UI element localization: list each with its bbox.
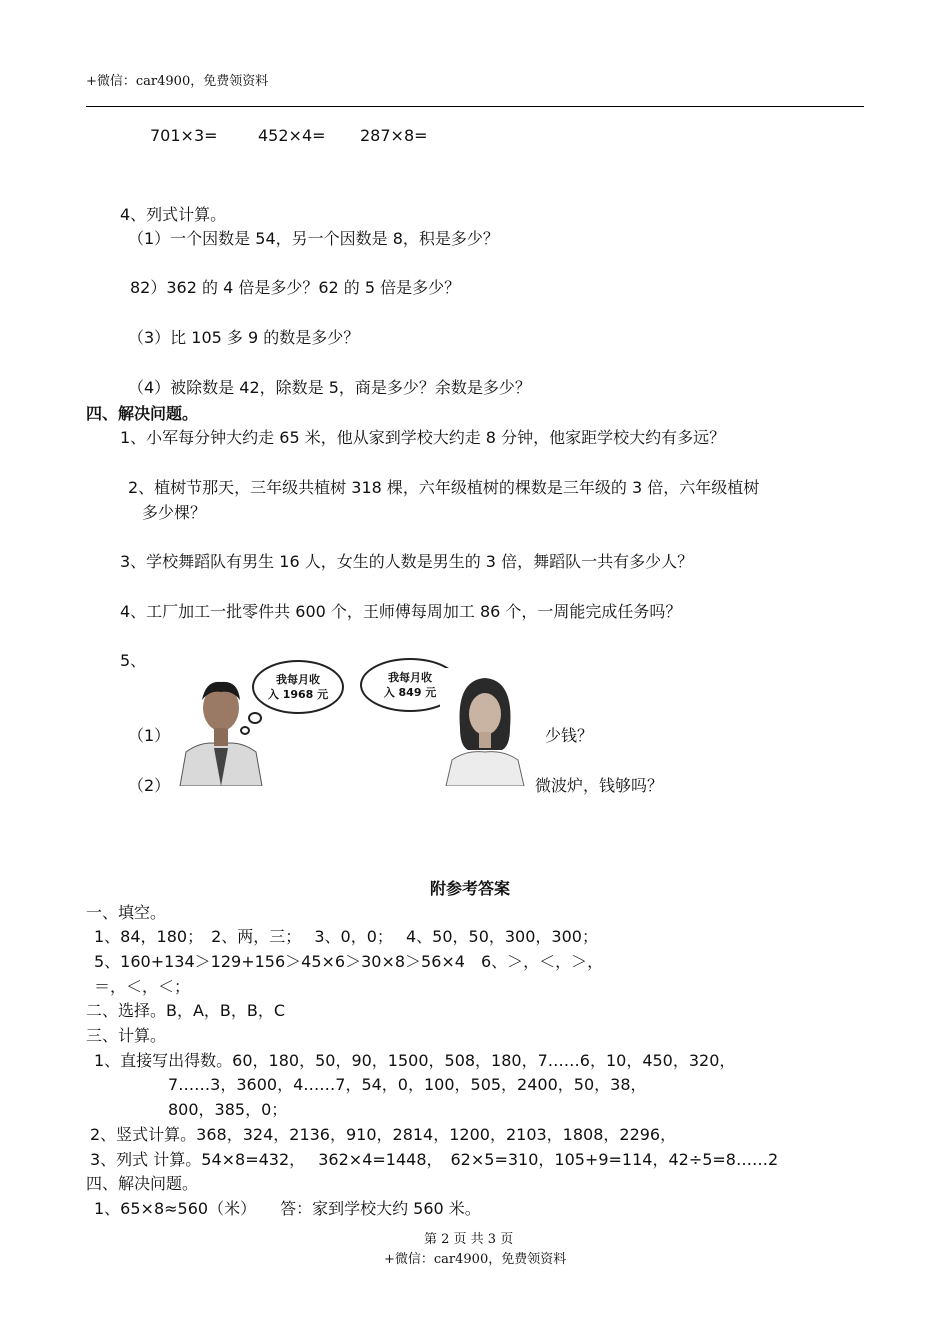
woman-bubble-line2: 入 849 元 [383,686,437,699]
answers-line-3: 5、160+134＞129+156＞45×6＞30×8＞56×4 6、＞，＜，＞， [94,952,604,971]
calc-item-3: 287×8= [360,126,428,145]
header-rule [86,106,864,107]
answers-line-2: 1、84，180； 2、两，三； 3、0，0； 4、50，50，300，300； [94,927,598,946]
problem-2-line1: 2、植树节那天，三年级共植树 318 棵，六年级植树的棵数是三年级的 3 倍，六年级植树 [128,478,760,497]
man-bubble-line2: 入 1968 元 [267,688,329,701]
answers-line-10: 2、竖式计算。368，324，2136，910，2814，1200，2103，1808，2296， [90,1125,677,1144]
answers-line-4: ＝，＜，＜； [94,977,191,996]
answers-line-7: 1、直接写出得数。60，180，50，90，1500，508，180，7……6，10，450，320， [94,1051,736,1070]
answers-line-12: 四、解决问题。 [86,1174,199,1193]
man-thought-bubble [252,660,344,714]
answers-line-11: 3、列式 计算。54×8=432， 362×4=1448， 62×5=310，105+9=114，42÷5=8……2 [90,1150,779,1169]
problem-5-part1-start: （1） [128,726,171,745]
answers-line-13: 1、65×8≈560（米） 答：家到学校大约 560 米。 [94,1199,481,1218]
answers-line-8: 7……3，3600，4……7，54，0，100，505，2400，50，38， [168,1075,647,1094]
problem-5-part2-start: （2） [128,776,171,795]
section4-title: 四、解决问题。 [86,404,199,423]
calc-item-1: 701×3= [150,126,218,145]
answers-title: 附参考答案 [430,879,511,898]
calc-item-2: 452×4= [258,126,326,145]
problem-2-line2: 多少棵？ [142,503,207,522]
q4-title: 4、列式计算。 [120,205,227,224]
problem-3: 3、学校舞蹈队有男生 16 人，女生的人数是男生的 3 倍，舞蹈队一共有多少人？ [120,552,694,571]
footer-watermark: +微信：car4900，免费领资料 [384,1252,567,1267]
page-number: 第 2 页 共 3 页 [424,1232,514,1247]
man-bubble-tail-small [240,726,250,735]
problem-1: 1、小军每分钟大约走 65 米，他从家到学校大约走 8 分钟，他家距学校大约有多远？ [120,428,726,447]
header-watermark: +微信：car4900，免费领资料 [86,74,269,89]
problem-5: 5、 [120,651,147,670]
problem-5-part2-end: 微波炉，钱够吗？ [535,776,664,795]
woman-bubble-line1: 我每月收 [388,671,432,684]
answers-line-5: 二、选择。B，A，B，B，C [86,1001,286,1020]
man-bubble-line1: 我每月收 [276,673,320,686]
q4-part-4: （4）被除数是 42，除数是 5，商是多少？余数是多少？ [128,378,531,397]
answers-line-1: 一、填空。 [86,903,167,922]
q4-part-3: （3）比 105 多 9 的数是多少？ [128,328,360,347]
woman-photo [440,668,530,786]
q4-part-2: 82）362 的 4 倍是多少？62 的 5 倍是多少？ [130,278,461,297]
man-bubble-tail [248,712,262,724]
answers-line-6: 三、计算。 [86,1026,167,1045]
problem-4: 4、工厂加工一批零件共 600 个，王师傅每周加工 86 个，一周能完成任务吗？ [120,602,682,621]
answers-line-9: 800，385，0； [168,1100,288,1119]
q4-part-1: （1）一个因数是 54，另一个因数是 8，积是多少？ [128,229,499,248]
problem-5-part1-end: 少钱？ [545,726,594,745]
